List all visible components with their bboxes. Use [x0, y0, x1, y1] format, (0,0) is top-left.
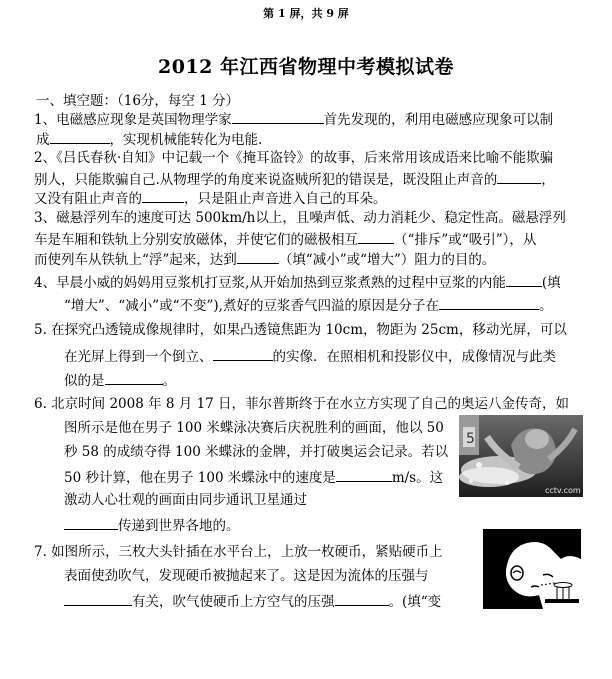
question-6-line-3: 秒 58 的成绩夺得 100 米蝶泳的金牌，并打破奥运会记录。若以: [64, 444, 449, 460]
question-text: 。: [162, 373, 176, 389]
question-5-line-2: [64, 347, 556, 365]
question-text: ，实现机械能转化为电能.: [109, 132, 263, 148]
question-5-line-1: 5. 在探究凸透镜成像规律时，如果凸透镜焦距为 10cm，物距为 25cm，移动光屏，可以: [34, 322, 567, 338]
question-text: （“排斥”或“吸引”），从: [394, 232, 537, 248]
answer-blank[interactable]: [213, 347, 273, 361]
page-indicator: 第 1 屏，共 9 屏: [263, 7, 349, 20]
question-text: 50 秒计算，他在男子 100 米蝶泳中的速度是: [64, 470, 336, 486]
question-6-line-4: [64, 468, 443, 486]
question-text: 传递到世界各地的。: [118, 518, 240, 534]
answer-blank[interactable]: [142, 189, 184, 203]
answer-blank[interactable]: [336, 468, 392, 482]
question-text: 1、电磁感应现象是英国物理学家: [34, 112, 232, 128]
answer-blank[interactable]: [335, 592, 389, 606]
question-4-line-2: [64, 296, 552, 314]
question-6-line-6: [64, 516, 240, 534]
question-text: m/s。这: [391, 470, 444, 486]
question-text: ，只是阻止声音进入自己的耳朵。: [184, 191, 387, 207]
question-text: 似的是: [64, 373, 105, 389]
question-2-line-2: [34, 170, 555, 188]
question-text: 。(填“变: [388, 594, 442, 610]
coin-blowing-illustration: [483, 529, 581, 609]
question-5-line-3: [64, 371, 176, 389]
question-text: 的实像．在照相机和投影仪中，成像情况与此类: [272, 349, 556, 365]
question-text: 4、早晨小威的妈妈用豆浆机打豆浆,从开始加热到豆浆煮熟的过程中豆浆的内能: [34, 275, 506, 291]
answer-blank[interactable]: [439, 296, 539, 310]
question-1-line-1: [34, 110, 553, 128]
question-3-line-2: [34, 230, 536, 248]
answer-blank[interactable]: [50, 130, 110, 144]
question-6-line-1: 6. 北京时间 2008 年 8 月 17 日，菲尔普斯终于在水立方实现了自己的奥运八金传奇，如: [34, 396, 570, 412]
question-7-line-3: [64, 592, 441, 610]
svg-text:cctv.com: cctv.com: [545, 486, 581, 495]
question-3-line-1: 3、磁悬浮列车的速度可达 500km/h以上，且噪声低、动力消耗少、稳定性高。磁悬浮列: [34, 210, 566, 226]
answer-blank[interactable]: [105, 371, 163, 385]
question-2-line-3: [34, 189, 387, 207]
question-1-line-2: [36, 130, 262, 148]
question-text: 首先发现的，利用电磁感应现象可以制: [323, 112, 554, 128]
question-3-line-3: [34, 250, 495, 268]
answer-blank[interactable]: [64, 592, 132, 606]
question-text: ，: [541, 172, 555, 188]
question-text: 在光屏上得到一个倒立、: [64, 349, 213, 365]
exam-title: 2012 年江西省物理中考模拟试卷: [158, 56, 454, 78]
question-text: 。: [538, 298, 553, 314]
question-text: (填: [541, 275, 561, 291]
question-text: 有关，吹气使硬币上方空气的压强: [132, 594, 335, 610]
question-2-line-1: 2、《吕氏春秋·自知》中记载一个《掩耳盗铃》的故事，后来常用该成语来比喻不能欺骗: [34, 150, 554, 166]
question-6-line-5: 激动人心壮观的画面由同步通讯卫星通过: [64, 492, 307, 508]
swimmer-illustration: [459, 415, 583, 497]
answer-blank[interactable]: [237, 250, 279, 264]
face-blowing-icon: [483, 529, 581, 609]
question-text: 车是车厢和铁轨上分别安放磁体，并使它们的磁极相互: [34, 232, 358, 248]
swimmer-photo: [459, 415, 583, 497]
question-7-line-1: 7. 如图所示，三枚大头针插在水平台上，上放一枚硬币，紧贴硬币上: [34, 544, 443, 560]
answer-blank[interactable]: [232, 110, 324, 124]
question-text: “增大”、“减小”或“不变”),煮好的豆浆香气四溢的原因是分子在: [64, 298, 439, 314]
answer-blank[interactable]: [64, 516, 118, 530]
question-text: 而使列车从铁轨上“浮”起来，达到: [34, 252, 237, 268]
svg-text:5: 5: [466, 431, 475, 447]
answer-blank[interactable]: [497, 170, 541, 184]
section-heading: 一、填空题：（16分，每空 1 分）: [36, 93, 240, 109]
question-text: 别人，只能欺骗自己.从物理学的角度来说盗贼所犯的错误是，既没阻止声音的: [34, 172, 498, 188]
question-text: （填“减小”或“增大”）阻力的目的。: [278, 252, 496, 268]
question-text: 又没有阻止声音的: [34, 191, 142, 207]
question-text: 成: [36, 132, 50, 148]
answer-blank[interactable]: [506, 273, 542, 287]
answer-blank[interactable]: [358, 230, 394, 244]
question-6-line-2: 图所示是他在男子 100 米蝶泳决赛后庆祝胜利的画面，他以 50: [64, 420, 444, 436]
question-4-line-1: [34, 273, 561, 291]
question-7-line-2: 表面使劲吹气，发现硬币被抛起来了。这是因为流体的压强与: [64, 568, 429, 584]
